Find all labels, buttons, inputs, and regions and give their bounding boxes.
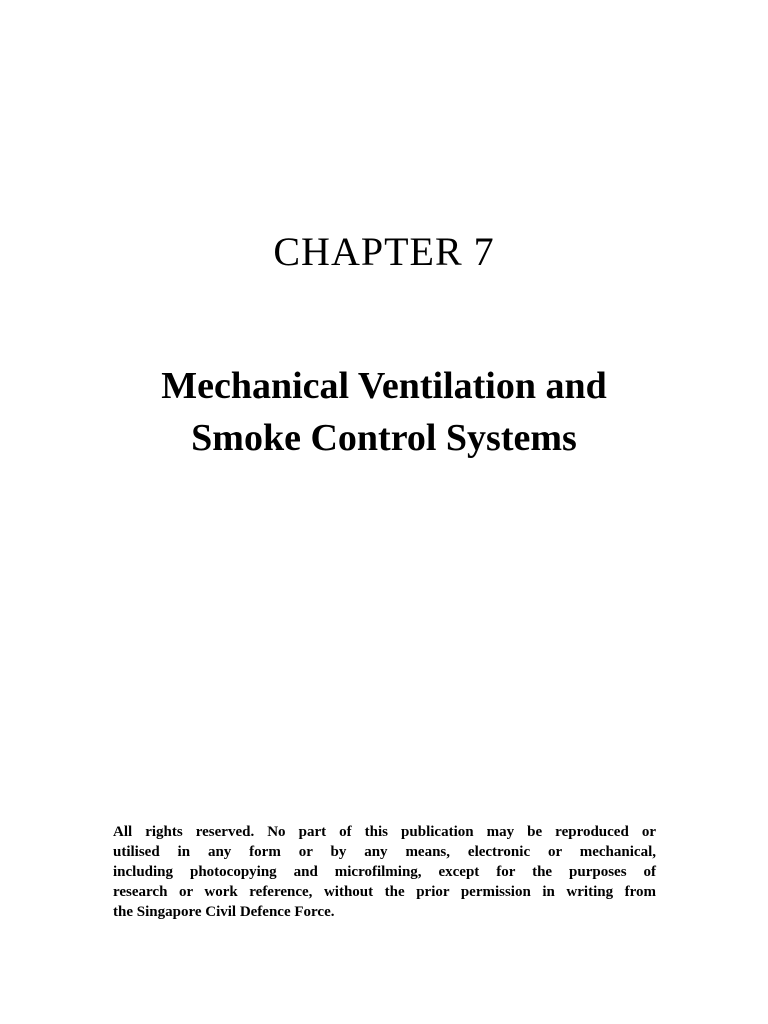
copyright-line: including photocopying and microfilming, except for the purposes of xyxy=(113,864,656,880)
chapter-title-line: Mechanical Ventilation and xyxy=(161,365,607,407)
chapter-title xyxy=(0,360,768,464)
copyright-line: All rights reserved. No part of this publication may be reproduced or xyxy=(113,824,656,840)
copyright-line: research or work reference, without the prior permission in writing from xyxy=(113,884,656,900)
chapter-title-line: Smoke Control Systems xyxy=(191,417,577,459)
chapter-heading: CHAPTER 7 xyxy=(273,229,495,274)
copyright-line: utilised in any form or by any means, electronic or mechanical, xyxy=(113,844,656,860)
copyright-line: the Singapore Civil Defence Force. xyxy=(113,904,335,920)
copyright-notice xyxy=(113,822,656,922)
